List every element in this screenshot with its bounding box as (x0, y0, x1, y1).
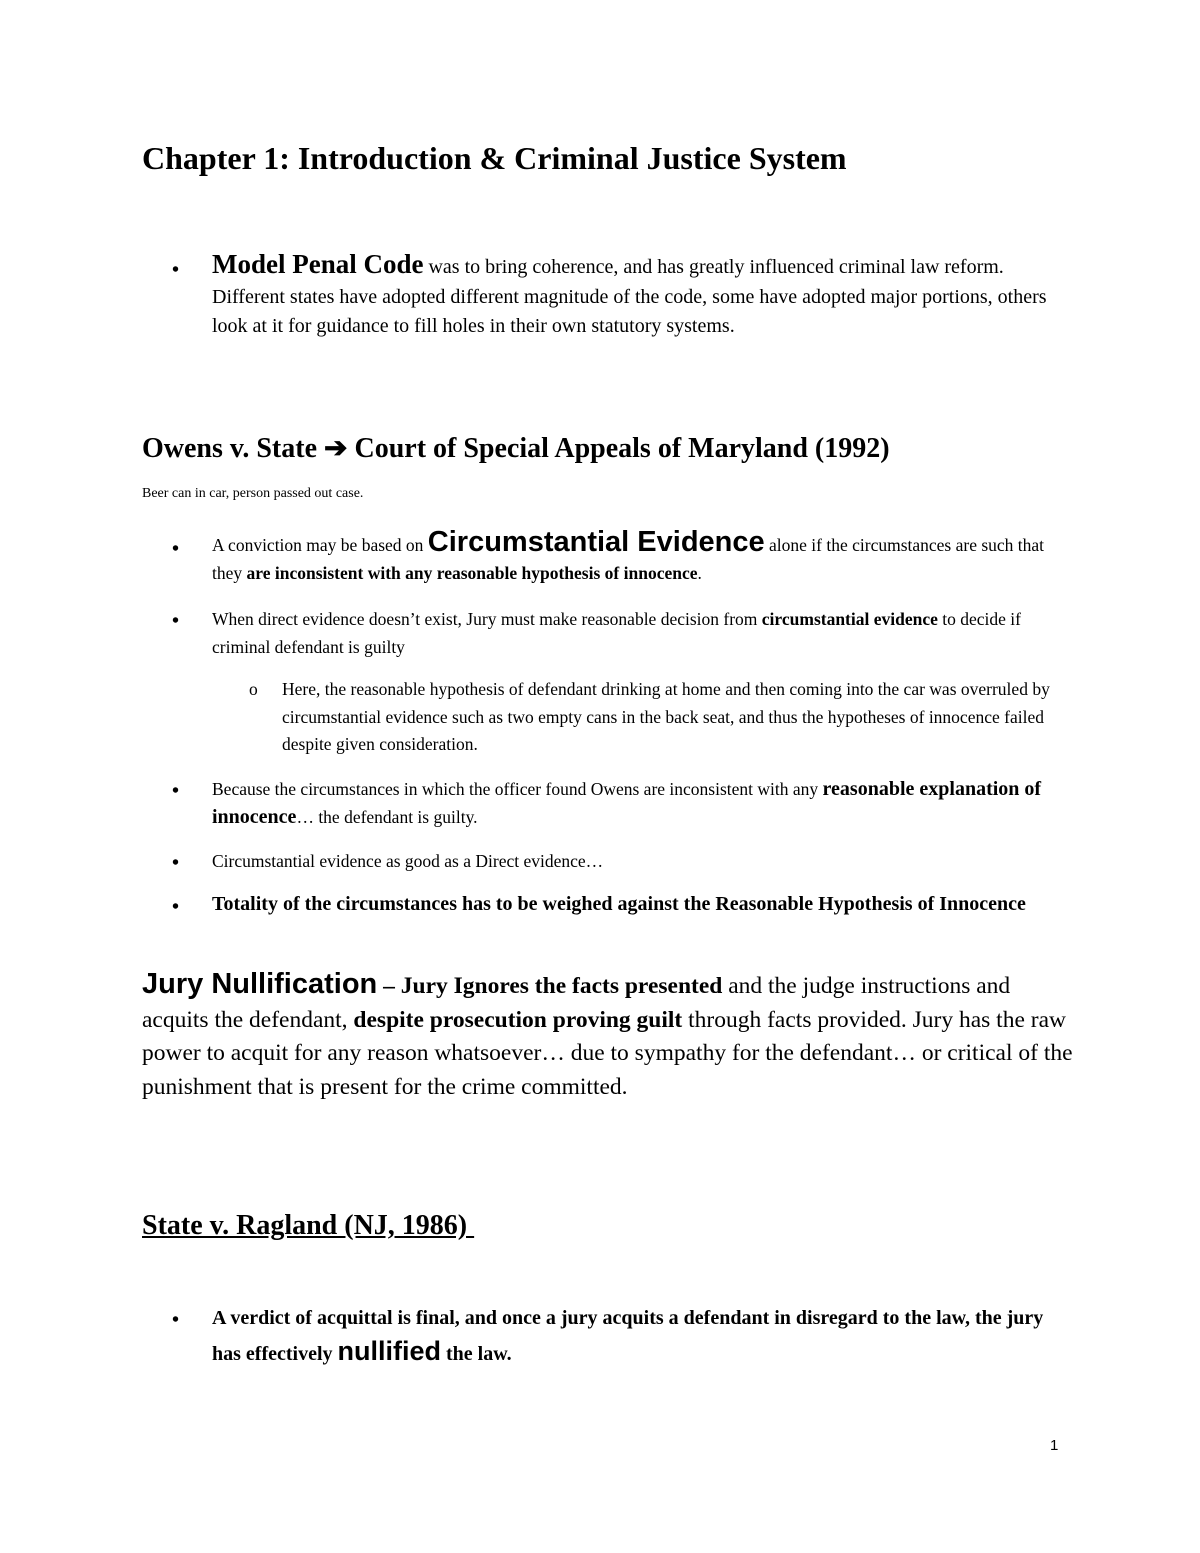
owens-bullet-officer (212, 776, 1072, 831)
text-run: When direct evidence doesn’t exist, Jury must make reasonable decision from (212, 609, 762, 629)
bold-phrase: Jury Ignores the facts presented (400, 973, 723, 999)
text-run: … the defendant is guilty. (296, 806, 478, 827)
jury-nullification-term: Jury Nullification (142, 968, 378, 1000)
owens-case-caption: Beer can in car, person passed out case. (142, 486, 364, 501)
page-number: 1 (1050, 1437, 1059, 1454)
bullet: • (172, 538, 180, 560)
text-run: through facts provided. Jury has the raw power to acquit for any reason whatsoever… due to sympathy for the defendant… or critical of the punishment that is present for the crime committed. (142, 1006, 1073, 1100)
bullet: • (172, 259, 180, 281)
text-run: Because the circumstances in which the officer found Owens are inconsistent with any (212, 779, 823, 799)
text-run: to decide if criminal defendant is guilty (212, 609, 1021, 657)
ragland-bullet-acquittal (212, 1302, 1072, 1371)
owens-heading-case: Owens v. State (142, 433, 324, 464)
bullet: • (172, 610, 180, 632)
model-penal-code-paragraph (212, 250, 1062, 342)
text-run: A verdict of acquittal is final, and once a jury acquits a defendant in disregard to the law, the jury has effectively (212, 1307, 1044, 1365)
text-run: . (697, 562, 702, 583)
owens-bullet-totality: Totality of the circumstances has to be weighed against the Reasonable Hypothesis of Innocence (212, 893, 1026, 915)
owens-heading-court: Court of Special Appeals of Maryland (1992) (347, 433, 890, 464)
bullet: • (172, 852, 180, 874)
model-penal-code-text: was to bring coherence, and has greatly influenced criminal law reform. Different states have adopted different magnitude of the code, some have adopted major portions, others look at it for guidance to fill holes in their own statutory systems. (212, 256, 1047, 337)
bold-phrase: reasonable explanation of innocence (212, 778, 1042, 828)
dash: – (377, 973, 401, 999)
bullet: • (172, 896, 180, 918)
nullified-term: nullified (337, 1336, 442, 1366)
bold-phrase: despite prosecution proving guilt (353, 1006, 683, 1033)
owens-sub-bullet-hypothesis: Here, the reasonable hypothesis of defendant drinking at home and then coming into the car was overruled by circumstantial evidence such as two empty cans in the back seat, and thus the hypotheses of innocence failed despite given consideration. (282, 679, 1050, 754)
circumstantial-evidence-term: Circumstantial Evidence (427, 526, 765, 558)
text-run: and the judge instructions and acquits the defendant, (142, 973, 1011, 1033)
bold-phrase: circumstantial evidence (761, 609, 938, 629)
owens-bullet-good-as-direct: Circumstantial evidence as good as a Direct evidence… (212, 851, 604, 871)
sub-bullet-marker: o (249, 679, 258, 699)
text-run: A conviction may be based on (212, 535, 428, 555)
bullet: • (172, 1309, 180, 1331)
bold-phrase: are inconsistent with any reasonable hypothesis of innocence (246, 562, 698, 583)
bullet: • (172, 780, 180, 802)
text-run: the law. (441, 1343, 512, 1365)
ragland-heading: State v. Ragland (NJ, 1986) (142, 1210, 475, 1241)
text-run: alone if the circumstances are such that they (212, 535, 1045, 583)
owens-bullet-circumstantial (212, 526, 1072, 587)
chapter-heading: Chapter 1: Introduction & Criminal Justice System (142, 140, 847, 176)
owens-bullet-direct-evidence (212, 606, 1062, 661)
arrow-icon: ➔ (324, 433, 348, 464)
jury-nullification-paragraph (142, 968, 1077, 1104)
owens-heading (142, 431, 890, 465)
model-penal-code-term: Model Penal Code (212, 249, 424, 279)
